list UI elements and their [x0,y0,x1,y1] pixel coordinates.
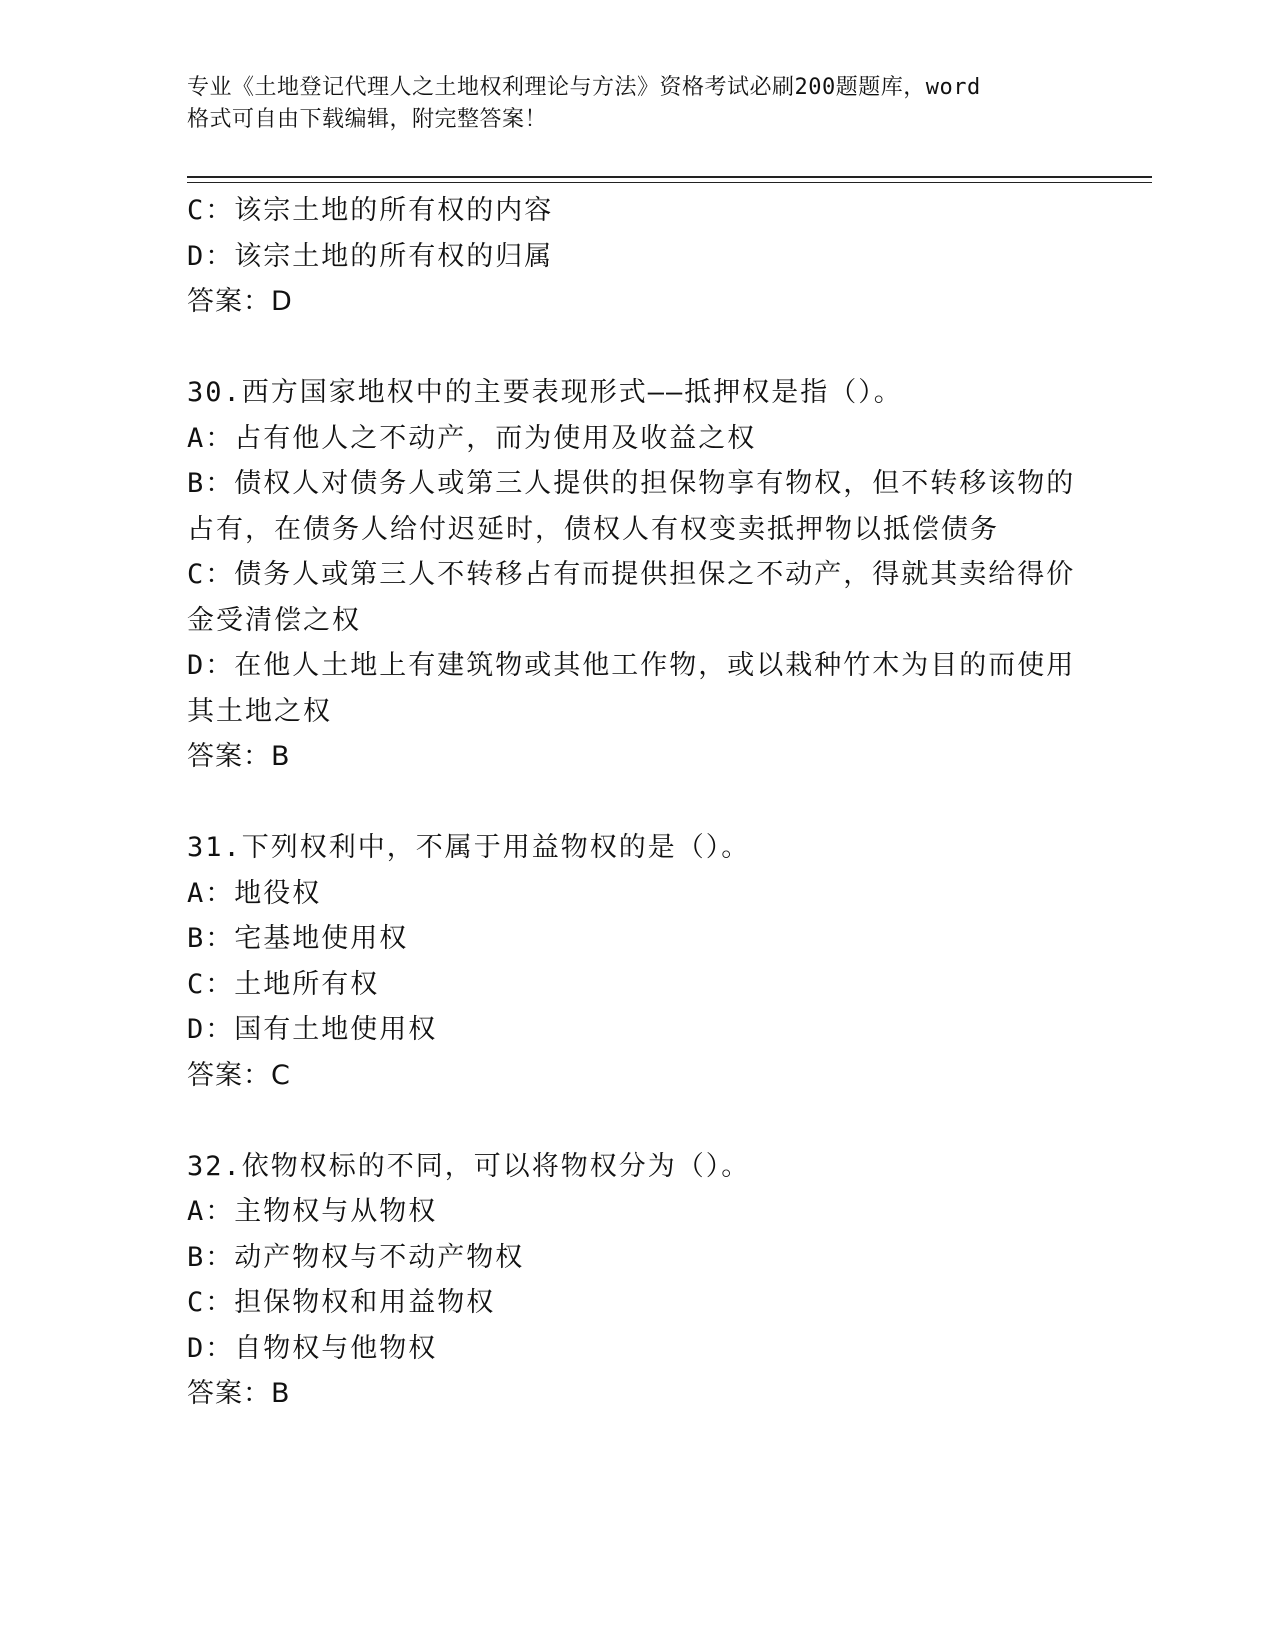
question-stem: 30.西方国家地权中的主要表现形式——抵押权是指（）。 [187,377,903,408]
answer-line: 答案：B [187,1378,291,1409]
header-divider-thick [187,176,1152,178]
option-a: A：地役权 [187,877,322,909]
question-31 [187,825,1087,1098]
answer-line: 答案：C [187,1059,291,1091]
option-c: C：债务人或第三人不转移占有而提供担保之不动产，得就其卖给得价 [187,559,1076,590]
question-30 [187,370,1087,780]
previous-question-tail [187,188,1087,325]
question-stem: 31.下列权利中，不属于用益物权的是（）。 [187,832,751,863]
option-c-continued: 金受清偿之权 [187,604,361,636]
option-d: D：该宗土地的所有权的归属 [187,240,554,272]
spacer [187,325,1087,371]
question-32 [187,1144,1087,1417]
option-d: D：在他人土地上有建筑物或其他工作物，或以栽种竹木为目的而使用 [187,650,1076,681]
header-divider-thin [187,182,1152,183]
option-a: A：主物权与从物权 [187,1196,438,1227]
option-b-continued: 占有，在债务人给付迟延时，债权人有权变卖抵押物以抵偿债务 [187,513,999,545]
option-c: C：土地所有权 [187,968,380,1000]
option-c: C：该宗土地的所有权的内容 [187,195,554,226]
option-b: B：债权人对债务人或第三人提供的担保物享有物权，但不转移该物的 [187,468,1076,499]
option-b: B：宅基地使用权 [187,923,409,954]
document-header [187,72,1067,136]
option-d: D：自物权与他物权 [187,1332,438,1364]
answer-line: 答案：D [187,286,293,317]
option-c: C：担保物权和用益物权 [187,1287,496,1318]
option-d-continued: 其土地之权 [187,695,332,727]
spacer [187,1098,1087,1144]
header-line-2: 格式可自由下载编辑，附完整答案！ [187,107,548,132]
option-a: A：占有他人之不动产，而为使用及收益之权 [187,422,757,454]
spacer [187,780,1087,826]
answer-line: 答案：B [187,741,291,772]
header-line-1: 专业《土地登记代理人之土地权利理论与方法》资格考试必刷200题题库，word [187,75,981,100]
question-stem: 32.依物权标的不同，可以将物权分为（）。 [187,1150,751,1182]
document-body [187,188,1087,1417]
option-b: B：动产物权与不动产物权 [187,1241,525,1273]
option-d: D：国有土地使用权 [187,1014,438,1045]
